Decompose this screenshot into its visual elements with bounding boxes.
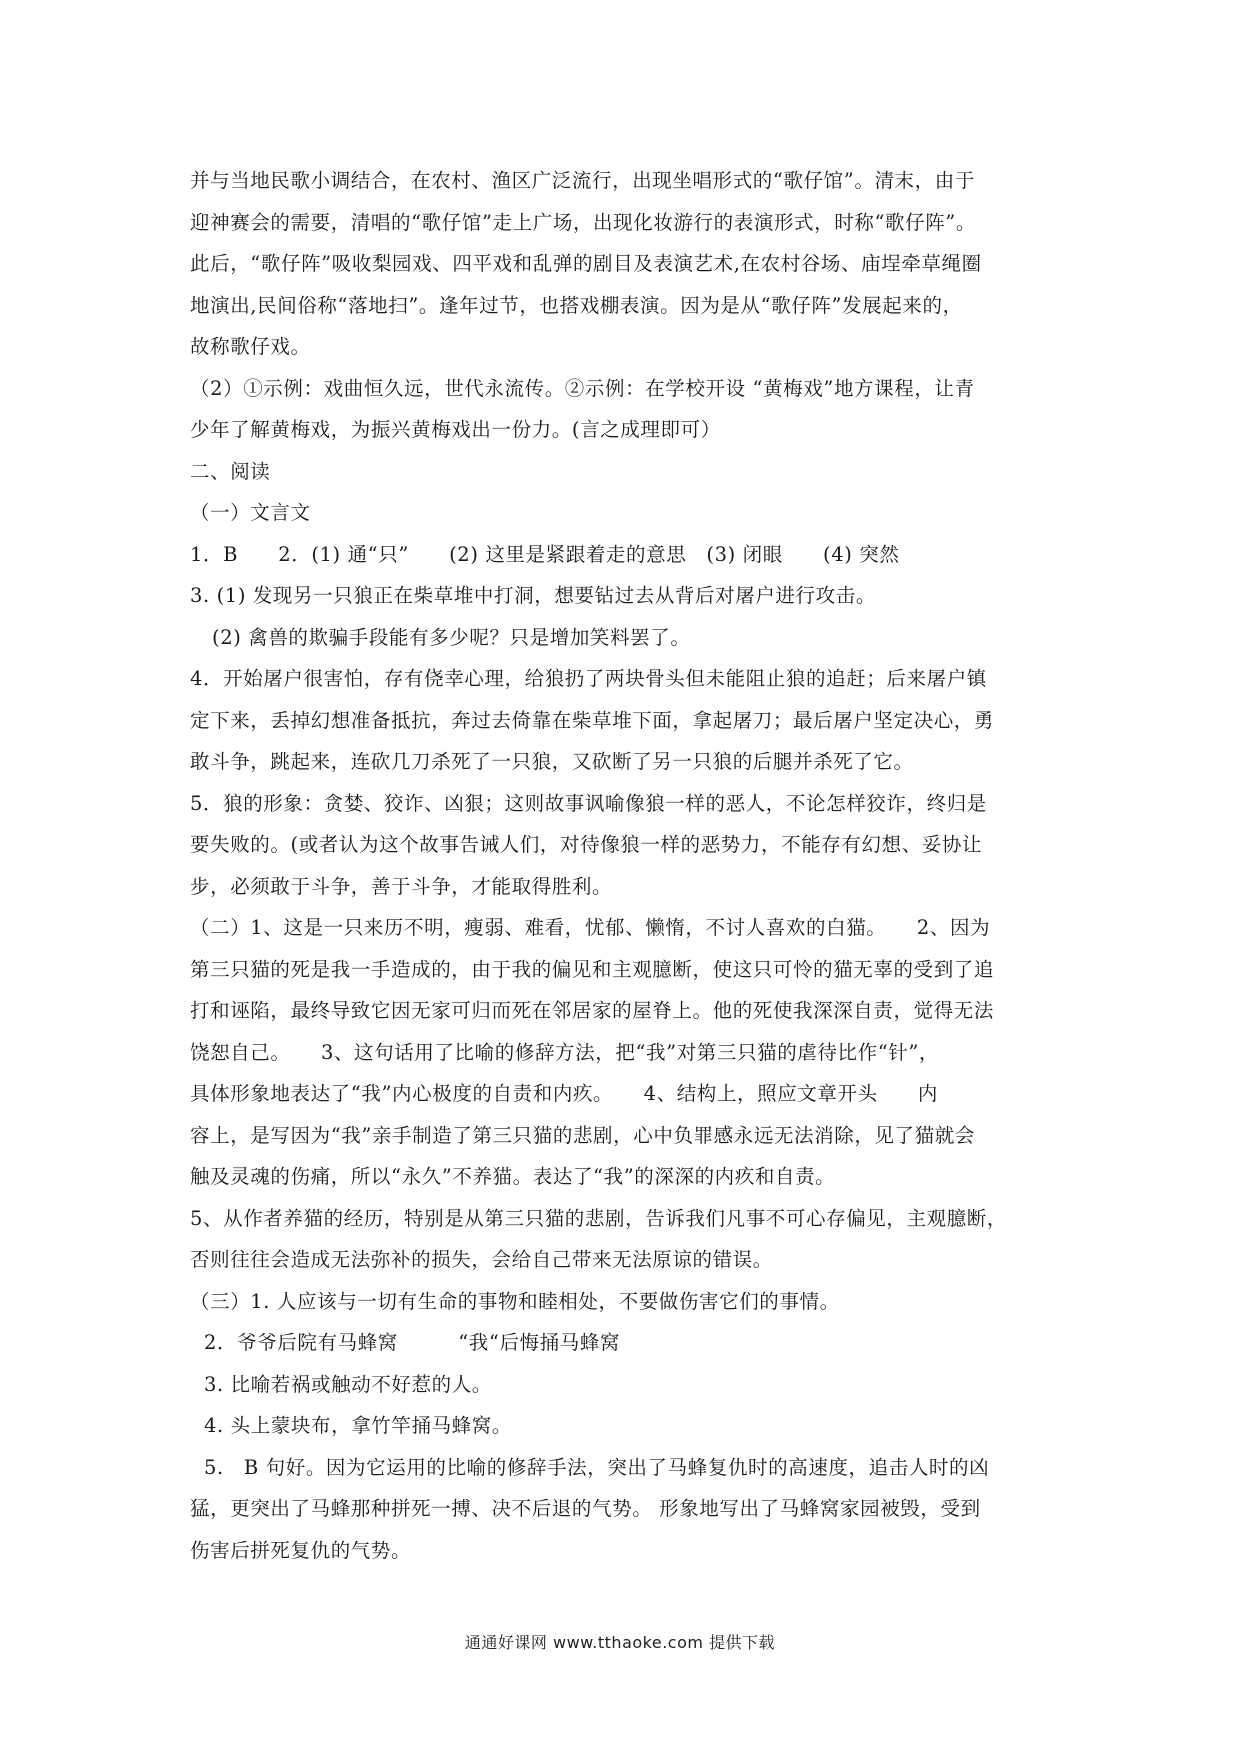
text-line: 具体形象地表达了“我”内心极度的自责和内疚。 4、结构上，照应文章开头 内: [190, 1082, 938, 1105]
text-line: 定下来，丢掉幻想准备抵抗，奔过去倚靠在柴草堆下面，拿起屠刀；最后屠户坚定决心，勇: [190, 708, 995, 732]
document-body: [190, 160, 1060, 1571]
text-line: 并与当地民歌小调结合，在农村、渔区广泛流行，出现坐唱形式的“歌仔馆”。清末，由于: [190, 169, 975, 192]
text-line: 4. 头上蒙块布，拿竹竿捅马蜂窝。: [204, 1414, 513, 1437]
text-line: 要失败的。(或者认为这个故事告诫人们，对待像狼一样的恶势力，不能存有幻想、妥协让: [190, 833, 983, 856]
text-line: 容上，是写因为“我”亲手制造了第三只猫的悲剧，心中负罪感永远无法消除，见了猫就会: [190, 1123, 975, 1147]
text-line: 此后，“歌仔阵”吸收梨园戏、四平戏和乱弹的剧目及表演艺术,在农村谷场、庙埕牵草绳圈: [190, 252, 982, 275]
text-line: 5. B 句好。因为它运用的比喻的修辞手法，突出了马蜂复仇时的高速度，追击人时的凶: [204, 1455, 990, 1479]
text-line: 步，必须敢于斗争，善于斗争，才能取得胜利。: [190, 874, 613, 898]
text-line: （2）①示例：戏曲恒久远，世代永流传。②示例：在学校开设 “黄梅戏”地方课程，让青: [190, 376, 975, 400]
text-line: 地演出,民间俗称“落地扫”。逢年过节，也搭戏棚表演。因为是从“歌仔阵”发展起来的，: [190, 293, 963, 317]
text-line: 饶恕自己。 3、这句话用了比喻的修辞方法，把“我”对第三只猫的虐待比作“针”，: [190, 1040, 940, 1064]
text-line: 迎神赛会的需要，清唱的“歌仔馆”走上广场，出现化妆游行的表演形式，时称“歌仔阵”。: [190, 210, 976, 234]
page-footer: 通通好课网 www.tthaoke.com 提供下载: [464, 1633, 776, 1652]
text-line: 3. (1) 发现另一只狼正在柴草堆中打洞，想要钻过去从背后对屠户进行攻击。: [190, 584, 876, 607]
text-line: 故称歌仔戏。: [190, 335, 311, 358]
text-line: 第三只猫的死是我一手造成的，由于我的偏见和主观臆断，使这只可怜的猫无辜的受到了追: [190, 957, 995, 981]
text-line: 3. 比喻若祸或触动不好惹的人。: [204, 1372, 492, 1396]
text-line: 否则往往会造成无法弥补的损失，会给自己带来无法原谅的错误。: [190, 1248, 773, 1271]
subsection-heading: （一）文言文: [190, 501, 311, 524]
text-line: 触及灵魂的伤痛，所以“永久”不养猫。表达了“我”的深深的内疚和自责。: [190, 1165, 836, 1188]
text-line: 5．狼的形象：贪婪、狡诈、凶狠；这则故事讽喻像狼一样的恶人，不论怎样狡诈，终归是: [190, 791, 987, 815]
text-line: （三）1. 人应该与一切有生命的事物和睦相处，不要做伤害它们的事情。: [190, 1289, 840, 1313]
text-line: 5、从作者养猫的经历，特别是从第三只猫的悲剧，告诉我们凡事不可心存偏见，主观臆断，: [190, 1206, 1008, 1230]
text-line: 2．爷爷后院有马蜂窝 “我“后悔捅马蜂窝: [204, 1331, 621, 1354]
section-heading: 二、阅读: [190, 459, 271, 483]
text-line: （二）1、这是一只来历不明，瘦弱、难看，忧郁、懒惰，不讨人喜欢的白猫。 2、因为: [190, 916, 991, 939]
text-line: 猛，更突出了马蜂那种拼死一搏、决不后退的气势。 形象地写出了马蜂窝家园被毁，受到: [190, 1497, 981, 1520]
text-line: 4．开始屠户很害怕，存有侥幸心理，给狼扔了两块骨头但未能阻止狼的追赶；后来屠户镇: [190, 667, 987, 690]
text-line: 打和诬陷，最终导致它因无家可归而死在邻居家的屋脊上。他的死使我深深自责，觉得无法: [190, 999, 995, 1022]
text-line: 少年了解黄梅戏，为振兴黄梅戏出一份力。(言之成理即可）: [190, 418, 721, 441]
text-line: (2) 禽兽的欺骗手段能有多少呢？只是增加笑料罢了。: [212, 625, 691, 649]
text-line: 1．B 2．(1) 通“只” (2) 这里是紧跟着走的意思 (3) 闭眼 (4) 突然: [190, 542, 900, 566]
text-line: 敢斗争，跳起来，连砍几刀杀死了一只狼，又砍断了另一只狼的后腿并杀死了它。: [190, 750, 914, 773]
text-line: 伤害后拼死复仇的气势。: [190, 1538, 412, 1562]
